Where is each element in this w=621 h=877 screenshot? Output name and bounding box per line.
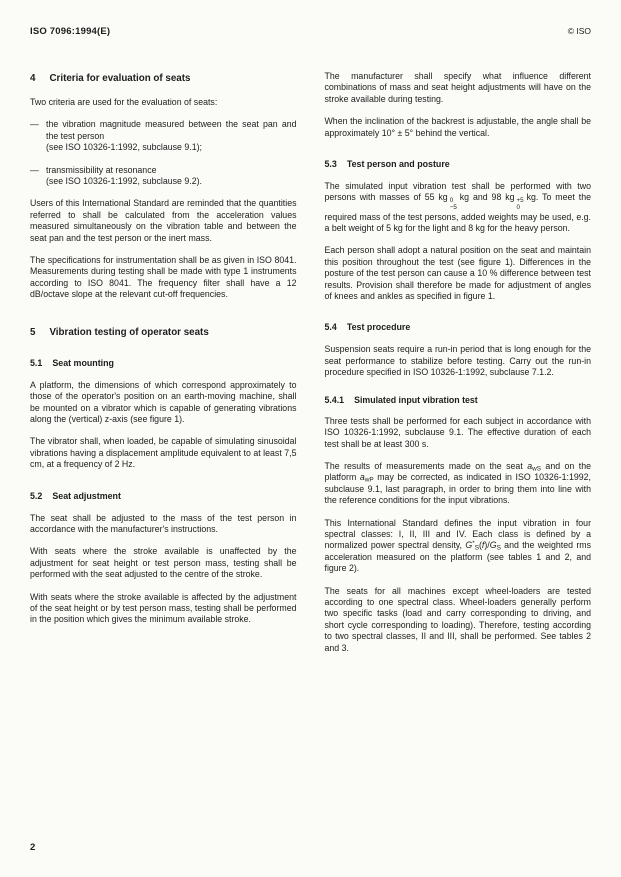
subsection-title: Seat mounting [52,357,114,368]
math-symbol-a-seat: a [527,460,533,471]
paragraph-intro: Two criteria are used for the evaluation of seats: [30,97,218,107]
subsection-title: Seat adjustment [52,490,121,501]
math-superscript: * [472,540,475,548]
paragraph-backrest: When the inclination of the backrest is adjustable, the angle shall be approximately 10° ± 5° behind the vertical. [324,116,591,138]
copyright-notice: © ISO [567,26,591,36]
bullet-body: the vibration magnitude measured between the seat pan and the test person [46,119,297,141]
subsection-number: 5.4.1 [324,394,345,405]
paragraph-posture: Each person shall adopt a natural position on the seat and maintain this position throughout the test (see figure 1). Differences in the posture of the test person can cause a 10 % difference between test results. Provision shall therefore be made for adjustment of angles of knees and ankles as specified in figure 1. [324,245,591,302]
page-number: 2 [30,842,36,853]
paragraph-instrumentation: The specifications for instrumentation shall be as given in ISO 8041. Measurements during testing shall be made with type 1 instruments according to ISO 8041. The frequency filter shall have a 12 dB/octave slope at the relevant cut-off frequencies. [30,255,297,300]
math-subscript: wP [364,476,374,484]
text-run: kg. To meet the required mass of the test persons, added weights may be used, e.g. a belt weight of 5 kg for the light and 8 kg for the heavy person. [324,192,591,234]
subsection-number: 5.3 [324,159,337,170]
section-number: 5 [30,326,36,338]
section-heading-4 [30,73,297,84]
paragraph-users: Users of this International Standard are reminded that the quantities referred to shall be calculated from the acceleration values measured simultaneously on the vibration table and between the seat pan and the test person or the inert mass. [30,198,297,243]
paragraph-run-in: Suspension seats require a run-in period that is long enough for the seat performance to stabilize before testing. Carry out the run-in procedure specified in ISO 10326-1:1992, subclause 7.1.2. [324,344,591,378]
subsection-heading-5-3 [325,159,592,169]
tolerance-lower: 0 [516,204,520,212]
math-subscript: wS [532,465,541,473]
paragraph-seat-adjustment-3: With seats where the stroke available is affected by the adjustment of the seat height or by test person mass, testing shall be performed in the position which gives the minimum available stroke. [30,591,297,625]
tolerance-lower: −5 [449,204,457,212]
math-subscript: S [474,544,479,552]
bullet-reference: (see ISO 10326-1:1992, subclause 9.2). [46,176,202,187]
paragraph-spectral-classes [325,518,592,575]
tolerance-stack [515,198,527,211]
math-symbol-G: G [465,540,473,551]
tolerance-stack [448,198,460,211]
math-symbol-G: G [489,540,497,551]
subsection-heading-5-4-1 [325,395,592,405]
paragraph-measurement-correction [325,461,592,507]
text-run: and on the platform [324,460,591,483]
bullet-reference: (see ISO 10326-1:1992, subclause 9.1); [46,142,202,153]
page-header [0,0,621,37]
text-run: This International Standard defines the input vibration in four spectral classes: I, II, III and IV. Each class is defined by a normalized power spectral density, [324,517,591,551]
paragraph-three-tests: Three tests shall be performed for each subject in accordance with ISO 10326-1:1992, subclause 9.1. The effective duration of each test shall be at least 300 s. [324,415,591,449]
bullet-dash: — [30,164,39,175]
paragraph-seat-adjustment-1: The seat shall be adjusted to the mass of the test person in accordance with the manufacturer's instructions. [30,512,297,534]
paragraph-manufacturer: The manufacturer shall specify what influence different combinations of mass and seat height adjustments will have on the stroke available during testing. [324,71,591,104]
paragraph-test-person-masses [325,181,592,234]
text-run: )/ [484,540,490,551]
section-title: Vibration testing of operator seats [49,326,209,338]
paragraph-seat-mounting-1: A platform, the dimensions of which correspond approximately to those of the operator's position on an earth-moving machine, shall be mounted on a vibrator which is capable of generating vibrations along the (vertical) z-axis (see figure 1). [30,379,297,424]
math-symbol-f: f [481,540,485,551]
tolerance-upper: 0 [449,197,454,205]
list-item [30,119,297,153]
paragraph-wheel-loaders: The seats for all machines except wheel-loaders are tested according to one spectral class. Wheel-loaders generally perform two specific tasks (load and carry corresponding to driving, and short cycle corresponding to loading). Therefore, testing according to two spectral classes, II and III, shall be performed. See tables 2 and 3. [324,585,591,653]
bullet-text [46,119,297,153]
section-title: Criteria for evaluation of seats [49,73,191,84]
document-reference: ISO 7096:1994(E) [30,26,111,37]
subsection-number: 5.2 [30,490,43,501]
math-subscript: S [496,544,501,552]
subsection-title: Simulated input vibration test [354,394,478,405]
list-item [30,165,297,188]
subsection-heading-5-4 [325,322,592,332]
text-run: The results of measurements made on the seat [324,460,528,471]
subsection-number: 5.1 [30,357,43,368]
paragraph-seat-adjustment-2: With seats where the stroke available is unaffected by the adjustment for seat height or test person mass, testing shall be performed with the seat adjusted to the centre of the stroke. [30,546,297,580]
section-heading-5 [30,327,297,338]
subsection-title: Test procedure [346,322,411,333]
subsection-heading-5-2 [30,491,297,501]
section-number: 4 [30,73,36,84]
math-symbol-a-platform: a [359,472,365,483]
left-column [30,71,297,665]
bullet-text [46,165,297,188]
text-run: ( [478,540,482,551]
right-column [325,71,592,665]
subsection-title: Test person and posture [346,159,450,170]
bullet-dash: — [30,119,39,130]
tolerance-upper: +5 [516,197,524,205]
two-column-body [0,37,621,665]
subsection-heading-5-1 [30,358,297,368]
paragraph-seat-mounting-2: The vibrator shall, when loaded, be capable of simulating sinusoidal vibrations having a displacement amplitude equivalent to at least 7,5 cm, at a frequency of 2 Hz. [30,436,297,470]
text-run: The simulated input vibration test shall be performed with two persons with masses of 55 kg [324,181,591,203]
bullet-body: transmissibility at resonance [46,164,157,175]
text-run: kg and 98 kg [459,192,515,203]
subsection-number: 5.4 [324,322,337,333]
text-run: and the weighted rms acceleration measured on the platform (see tables 1 and 2, and figure 2). [324,540,591,574]
text-run: may be corrected, as indicated in ISO 10326-1:1992, subclause 9.1, last paragraph, in order to bring them into line with the reference conditions for the input vibrations. [324,472,591,506]
